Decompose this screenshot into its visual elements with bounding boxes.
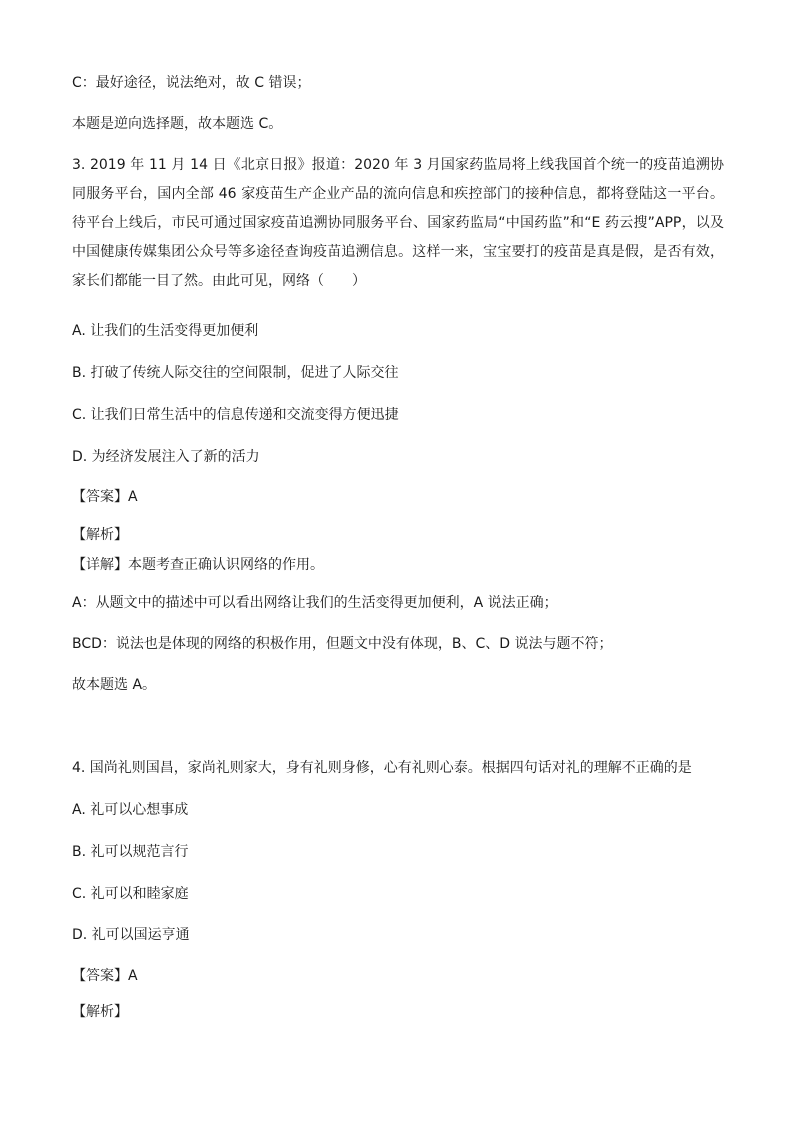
q3-conclusion: 故本题选 A。	[72, 677, 157, 693]
q3-explanation-bcd: BCD：说法也是体现的网络的积极作用，但题文中没有体现，B、C、D 说法与题不符；	[72, 636, 613, 652]
q3-option-d: D. 为经济发展注入了新的活力	[72, 449, 260, 465]
q4-option-d: D. 礼可以国运亨通	[72, 927, 190, 943]
q3-stem: 3. 2019 年 11 月 14 日《北京日报》报道：2020 年 3 月国家药监局将上线我国首个统一的疫苗追溯协同服务平台，国内全部 46 家疫苗生产企业产品的流向信息和疾控部门的接种信息，都将登陆这一平台。待平台上线后，市民可通过国家疫苗追溯协同服务平台、国家药监局“中国药监”和“E 药云搜”APP，以及中国健康传媒集团公众号等多途径查询疫苗追溯信息。这样一来，宝宝要打的疫苗是真是假，是否有效，家长们都能一目了然。由此可见，网络（ ）	[72, 157, 724, 289]
q3-answer: 【答案】A	[72, 489, 138, 505]
q4-answer: 【答案】A	[72, 968, 138, 984]
q2-explanation-c: C：最好途径，说法绝对，故 C 错误；	[72, 75, 311, 91]
q4-analysis-label: 【解析】	[72, 1004, 128, 1020]
q4-stem: 4. 国尚礼则国昌，家尚礼则家大，身有礼则身修，心有礼则心泰。根据四句话对礼的理解不正确的是	[72, 760, 692, 776]
q3-option-b: B. 打破了传统人际交往的空间限制，促进了人际交往	[72, 365, 399, 381]
q3-analysis-label: 【解析】	[72, 527, 128, 543]
q4-option-c: C. 礼可以和睦家庭	[72, 886, 189, 902]
q4-option-b: B. 礼可以规范言行	[72, 844, 189, 860]
q3-explanation-a: A：从题文中的描述中可以看出网络让我们的生活变得更加便利，A 说法正确；	[72, 595, 558, 611]
q4-option-a: A. 礼可以心想事成	[72, 802, 189, 818]
q2-conclusion: 本题是逆向选择题，故本题选 C。	[72, 116, 283, 132]
q3-detail: 【详解】本题考查正确认识网络的作用。	[72, 557, 324, 573]
q3-option-a: A. 让我们的生活变得更加便利	[72, 323, 259, 339]
q3-option-c: C. 让我们日常生活中的信息传递和交流变得方便迅捷	[72, 407, 399, 423]
